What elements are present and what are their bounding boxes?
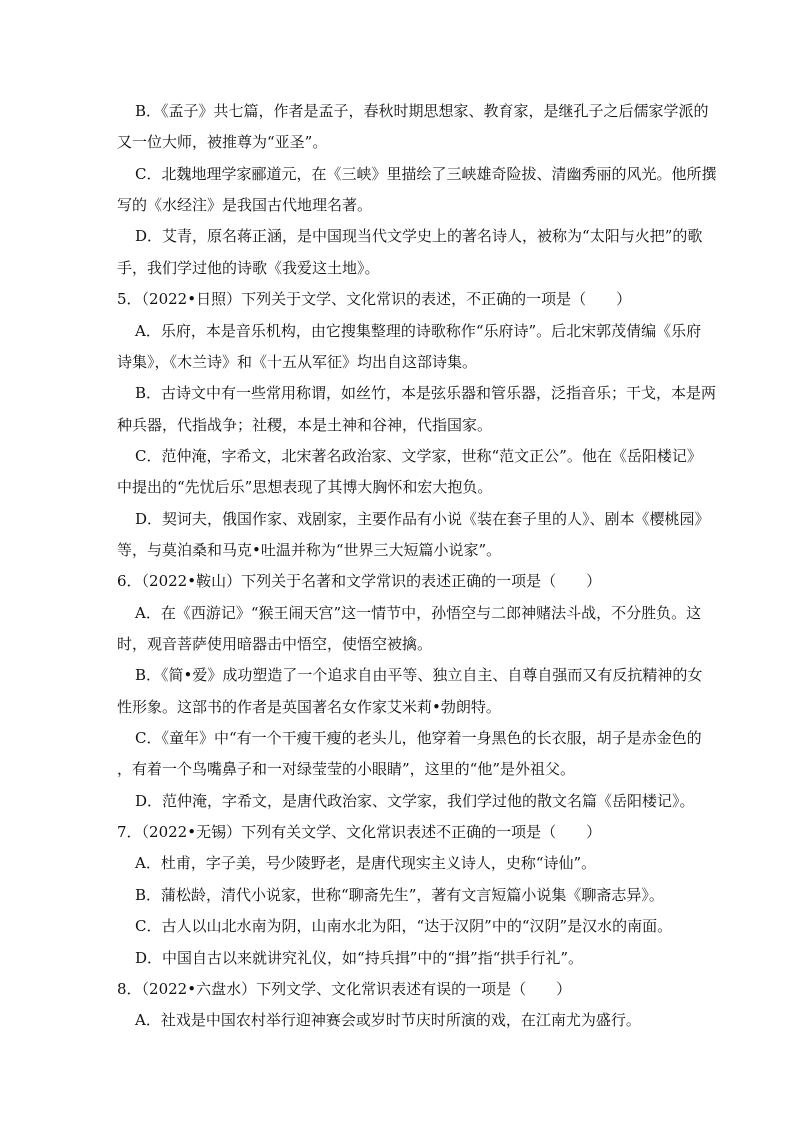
question-text: 7．（2022•无锡）下列有关文学、文化常识表述不正确的一项是（ ） — [117, 823, 602, 842]
option-text-line: C．范仲淹，字希文，北宋著名政治家、文学家，世称“范文正公”。他在《岳阳楼记》 — [135, 446, 702, 465]
option-text-line: 中提出的“先忧后乐”思想表现了其博大胸怀和宏大抱负。 — [117, 478, 493, 497]
option-text-line: B．蒲松龄，清代小说家，世称“聊斋先生”，著有文言短篇小说集《聊斋志异》。 — [135, 885, 664, 904]
option-text-line: 手，我们学过他的诗歌《我爱这土地》。 — [117, 258, 380, 277]
option-text-line: D．契诃夫，俄国作家、戏剧家，主要作品有小说《装在套子里的人》、剧本《樱桃园》 — [135, 509, 710, 528]
option-text-line: D．中国自古以来就讲究礼仪，如“持兵揖”中的“揖”指“拱手行礼”。 — [135, 948, 584, 967]
option-text-line: D．范仲淹，字希文，是唐代政治家、文学家，我们学过他的散文名篇《岳阳楼记》。 — [135, 791, 695, 810]
option-text-line: ，有着一个鸟嘴鼻子和一对绿莹莹的小眼睛”，这里的“他”是外祖父。 — [117, 760, 576, 779]
option-text-line: 写的《水经注》是我国古代地理名著。 — [117, 196, 373, 215]
question-text: 5．（2022•日照）下列关于文学、文化常识的表述，不正确的一项是（ ） — [117, 290, 632, 309]
question-text: 6．（2022•鞍山）下列关于名著和文学常识的表述正确的一项是（ ） — [117, 572, 602, 591]
option-text-line: B．《简•爱》成功塑造了一个追求自由平等、独立自主、自尊自强而又有反抗精神的女 — [135, 666, 703, 685]
option-text-line: A．在《西游记》“猴王闹天宫”这一情节中，孙悟空与二郎神赌法斗战，不分胜负。这 — [135, 603, 702, 622]
option-text-line: C．北魏地理学家郦道元，在《三峡》里描绘了三峡雄奇险拔、清幽秀丽的风光。他所撰 — [135, 164, 717, 183]
option-text-line: 时，观音菩萨使用暗器击中悟空，使悟空被擒。 — [117, 635, 433, 653]
option-text-line: A．乐府，本是音乐机构，由它搜集整理的诗歌称作“乐府诗”。后北宋郭茂倩编《乐府 — [135, 321, 702, 340]
option-text-line: B．古诗文中有一些常用称谓，如丝竹，本是弦乐器和管乐器，泛指音乐；干戈，本是两 — [135, 384, 717, 403]
option-text-line: 等，与莫泊桑和马克•吐温并称为“世界三大短篇小说家”。 — [117, 540, 502, 559]
option-text-line: B．《孟子》共七篇，作者是孟子，春秋时期思想家、教育家，是继孔子之后儒家学派的 — [135, 102, 709, 120]
option-text-line: C．《童年》中“有一个干瘦干瘦的老头儿，他穿着一身黑色的长衣服，胡子是赤金色的 — [135, 729, 702, 747]
option-text-line: C．古人以山北水南为阴，山南水北为阳，“达于汉阴”中的“汉阴”是汉水的南面。 — [135, 917, 673, 936]
option-text-line: 性形象。这部书的作者是英国著名女作家艾米莉•勃朗特。 — [117, 697, 501, 716]
option-text-line: A．杜甫，字子美，号少陵野老，是唐代现实主义诗人，史称“诗仙”。 — [135, 854, 597, 873]
option-text-line: 又一位大师，被推尊为“亚圣”。 — [117, 133, 328, 152]
question-text: 8．（2022•六盘水）下列文学、文化常识表述有误的一项是（ ） — [117, 979, 572, 998]
option-text-line: 种兵器，代指战争；社稷，本是土神和谷神，代指国家。 — [117, 415, 493, 434]
option-text-line: D．艾青，原名蒋正涵，是中国现当代文学史上的著名诗人，被称为“太阳与火把”的歌 — [135, 227, 703, 246]
option-text-line: 诗集》，《木兰诗》和《十五从军征》均出自这部诗集。 — [117, 352, 478, 371]
option-text-line: A．社戏是中国农村举行迎神赛会或岁时节庆时所演的戏，在江南尤为盛行。 — [135, 1011, 641, 1030]
